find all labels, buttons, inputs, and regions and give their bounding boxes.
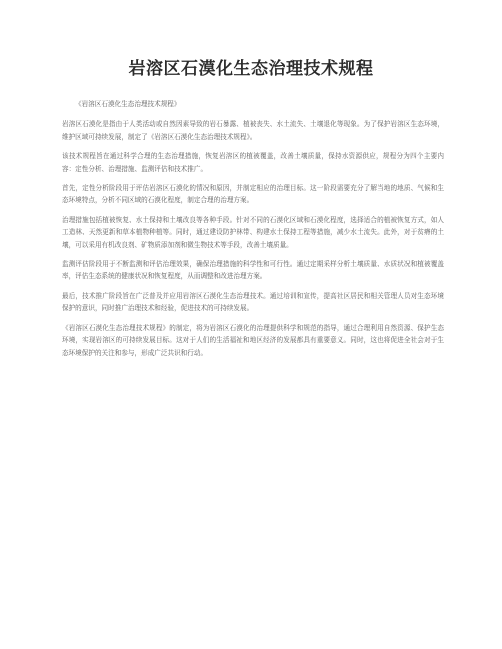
document-title: 岩溶区石漠化生态治理技术规程 bbox=[128, 59, 374, 79]
paragraph-conclusion: 《岩溶区石漠化生态治理技术规程》的制定，将为岩溶区石漠化的治理提供科学和规范的指导，通过合理利用自然资源、保护生态环境，实现岩溶区的可持续发展目标。这对于人们的生活福祉和地区经济的发展都具有重要意义。同时，这也将促进全社会对于生态环境保护的关注和参与，形成广泛共识和行动。 bbox=[62, 323, 444, 357]
paragraph-monitoring: 监测评估阶段用于不断监测和评估治理效果，确保治理措施的科学性和可行性。通过定期采样分析土壤质量、水质状况和植被覆盖率，评估生态系统的健康状况和恢复程度，从而调整和改进治理方案。 bbox=[62, 260, 444, 281]
paragraph-definition: 岩溶区石漠化是指由于人类活动或自然因素导致的岩石暴露、植被丧失、水土流失、土壤退化等现象。为了保护岩溶区生态环境，维护区域可持续发展，制定了《岩溶区石漠化生态治理技术规程》。 bbox=[62, 120, 444, 141]
paragraph-promotion: 最后，技术推广阶段旨在广泛普及并应用岩溶区石漠化生态治理技术。通过培训和宣传，提高社区居民和相关管理人员对生态环境保护的意识，同时推广治理技术和经验，促进技术的可持续发展。 bbox=[62, 291, 444, 313]
paragraph-purpose: 该技术规程旨在通过科学合理的生态治理措施，恢复岩溶区的植被覆盖，改善土壤质量，保持水资源供应，规程分为四个主要内容：定性分析、治理措施、监测评估和技术推广。 bbox=[62, 152, 444, 173]
paragraph-measures: 治理措施包括植被恢复、水土保持和土壤改良等各种手段。针对不同的石漠化区域和石漠化程度，选择适合的植被恢复方式，如人工造林、天然更新和草本植物种植等。同时，通过建设防护林带、构建水土保持工程等措施，减少水土流失。此外，对于贫瘠的土壤，可以采用有机改良剂、矿物质添加剂和微生物技术等手段，改善土壤质量。 bbox=[62, 215, 444, 249]
paragraph-analysis: 首先，定性分析阶段用于评估岩溶区石漠化的情况和原因，并制定相应的治理目标。这一阶段需要充分了解当地的地质、气候和生态环境特点，分析不同区域的石漠化程度，制定合理的治理方案。 bbox=[62, 184, 444, 205]
paragraph-intro: 《岩溶区石漠化生态治理技术规程》 bbox=[75, 100, 181, 108]
document-body bbox=[62, 98, 444, 366]
